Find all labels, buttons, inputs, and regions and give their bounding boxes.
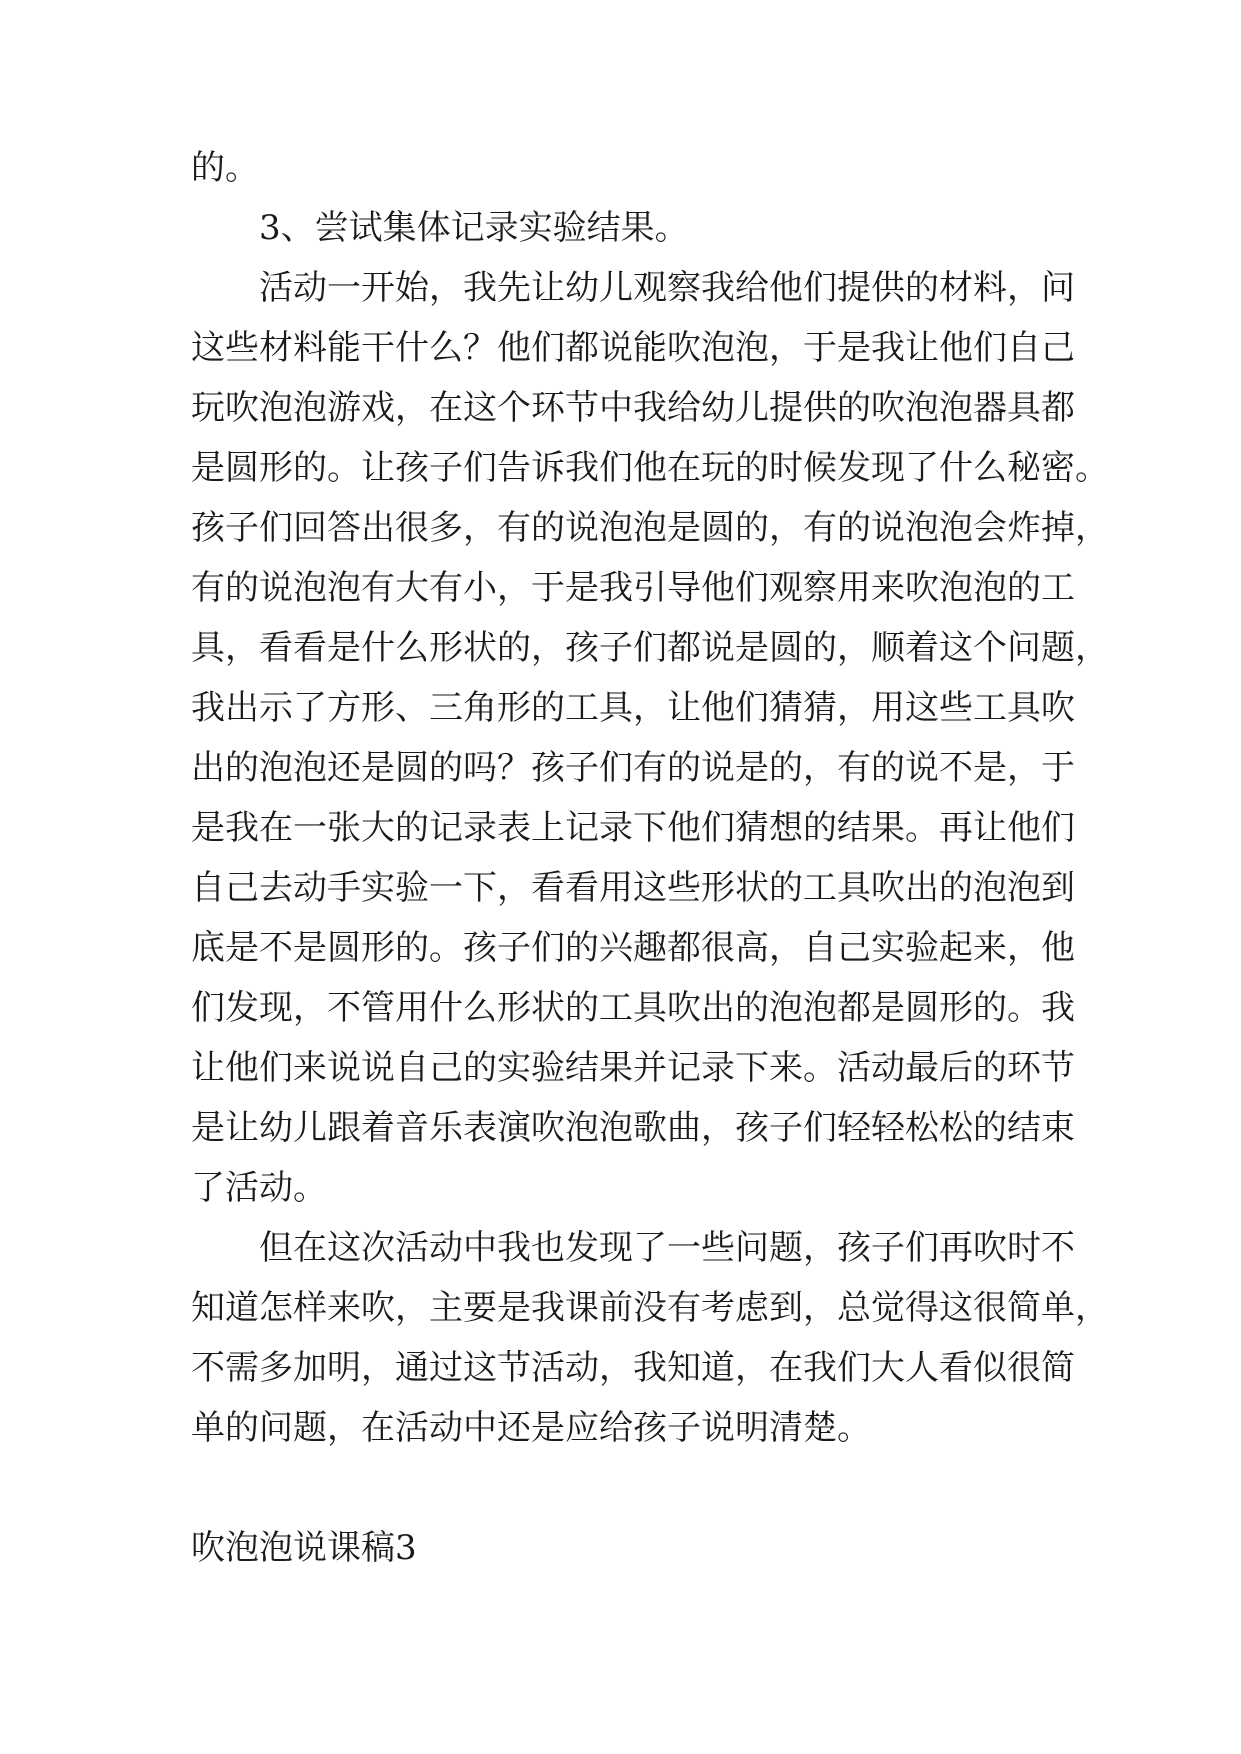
paragraph-line: 底是不是圆形的。孩子们的兴趣都很高，自己实验起来，他: [191, 928, 1075, 968]
paragraph-line: 活动一开始，我先让幼儿观察我给他们提供的材料，问: [259, 268, 1075, 308]
paragraph-line: 这些材料能干什么？他们都说能吹泡泡，于是我让他们自己: [191, 328, 1075, 368]
text-line: 的。: [191, 148, 259, 188]
paragraph-line: 是圆形的。让孩子们告诉我们他在玩的时候发现了什么秘密。: [191, 448, 1109, 488]
paragraph-line: 玩吹泡泡游戏，在这个环节中我给幼儿提供的吹泡泡器具都: [191, 388, 1075, 428]
paragraph-line: 知道怎样来吹，主要是我课前没有考虑到，总觉得这很简单，: [191, 1288, 1109, 1328]
paragraph-line: 但在这次活动中我也发现了一些问题，孩子们再吹时不: [259, 1228, 1075, 1268]
paragraph-line: 孩子们回答出很多，有的说泡泡是圆的，有的说泡泡会炸掉，: [191, 508, 1109, 548]
paragraph-line: 我出示了方形、三角形的工具，让他们猜猜，用这些工具吹: [191, 688, 1075, 728]
paragraph-line: 是让幼儿跟着音乐表演吹泡泡歌曲，孩子们轻轻松松的结束: [191, 1108, 1075, 1148]
paragraph-line: 自己去动手实验一下，看看用这些形状的工具吹出的泡泡到: [191, 868, 1075, 908]
paragraph-line: 出的泡泡还是圆的吗？孩子们有的说是的，有的说不是，于: [191, 748, 1075, 788]
paragraph-line: 有的说泡泡有大有小，于是我引导他们观察用来吹泡泡的工: [191, 568, 1075, 608]
paragraph-line: 不需多加明，通过这节活动，我知道，在我们大人看似很简: [191, 1348, 1075, 1388]
paragraph-line: 是我在一张大的记录表上记录下他们猜想的结果。再让他们: [191, 808, 1075, 848]
paragraph-line: 们发现，不管用什么形状的工具吹出的泡泡都是圆形的。我: [191, 988, 1075, 1028]
paragraph-line: 具，看看是什么形状的，孩子们都说是圆的，顺着这个问题，: [191, 628, 1109, 668]
paragraph-line: 让他们来说说自己的实验结果并记录下来。活动最后的环节: [191, 1048, 1075, 1088]
list-item: 3、尝试集体记录实验结果。: [259, 208, 689, 248]
paragraph-line: 了活动。: [191, 1168, 327, 1208]
section-heading: 吹泡泡说课稿3: [191, 1528, 417, 1568]
paragraph-line: 单的问题，在活动中还是应给孩子说明清楚。: [191, 1408, 871, 1448]
